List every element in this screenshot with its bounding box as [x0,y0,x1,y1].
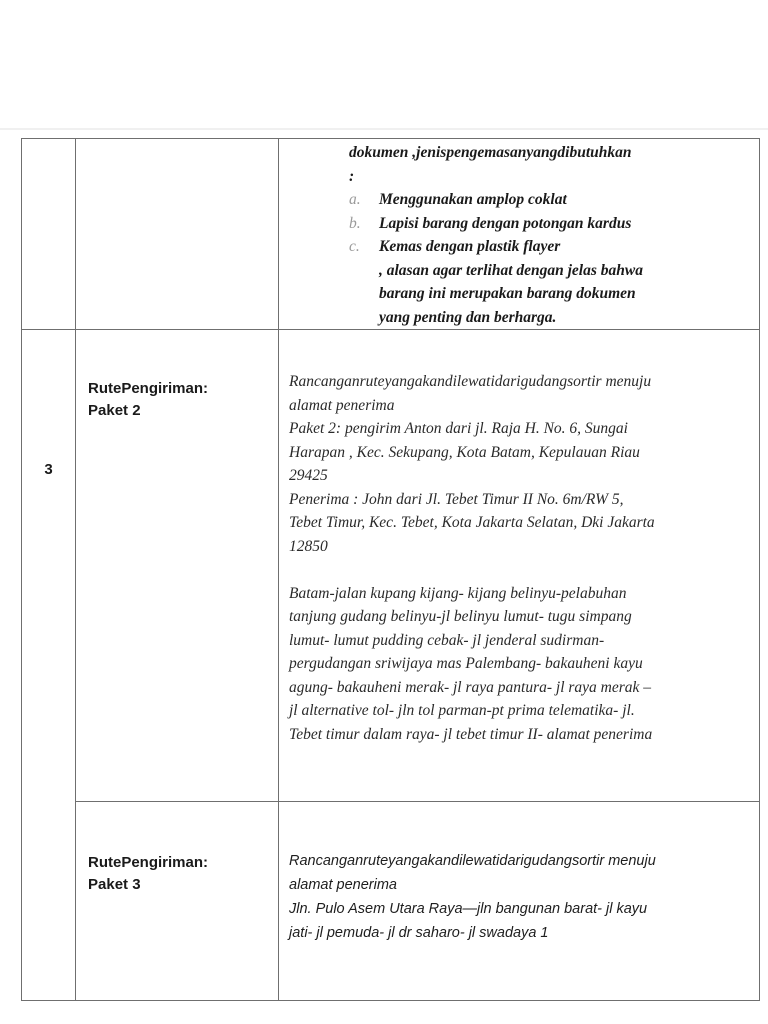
list-item [349,188,759,212]
route-description-cell [279,330,760,802]
package-label: Paket 3 [88,876,141,893]
list-item-text: Menggunakan amplop coklat [379,191,567,208]
desc-line: Rancanganruteyangakandilewatidarigudangsortir menuju [289,373,652,390]
list-item-text: Lapisi barang dengan potongan kardus [379,214,632,232]
route-line: Tebet timur dalam raya- jl tebet timur II- alamat penerima [289,725,653,743]
desc-line: Tebet Timur, Kec. Tebet, Kota Jakarta Selatan, Dki Jakarta [289,514,655,531]
desc-line: jati- jl pemuda- jl dr saharo- jl swadaya 1 [289,925,549,941]
desc-line: Jln. Pulo Asem Utara Raya—jln bangunan barat- jl kayu [289,901,648,917]
reason-line: , alasan agar terlihat dengan jelas bahwa [379,261,643,279]
table-row [22,802,760,1001]
packaging-line: dokumen ,jenispengemasanyangdibutuhkan [349,144,632,161]
route-table [21,138,760,1001]
route-label-cell [76,802,279,1001]
desc-line: 29425 [289,467,328,484]
route-line: tanjung gudang belinyu-jl belinyu lumut- tugu simpang [289,608,632,625]
route-line: pergudangan sriwijaya mas Palembang- bakauheni kayu [289,655,643,672]
reason-line: yang penting dan berharga. [379,308,557,326]
desc-line: Paket 2: pengirim Anton dari jl. Raja H. No. 6, Sungai [289,420,628,437]
top-blank-bar [0,0,768,130]
table-row [22,139,760,330]
row-number: 3 [22,330,76,1001]
package-label: Paket 2 [88,402,141,419]
packaging-text [279,139,759,329]
list-marker: c. [349,238,360,255]
route-line: agung- bakauheni merak- jl raya pantura- jl raya merak – [289,678,652,696]
list-item [349,212,759,236]
route-line: lumut- lumut pudding cebak- jl jenderal sudirman- [289,631,605,649]
desc-line: Harapan , Kec. Sekupang, Kota Batam, Kepulauan Riau [289,443,640,461]
route-label-cell [76,330,279,802]
table-row [22,330,760,802]
desc-line: alamat penerima [289,877,397,893]
packaging-cell [279,139,760,330]
desc-line: Rancanganruteyangakandilewatidarigudangsortir menuju [289,853,656,869]
label-cell [76,139,279,330]
packaging-colon: : [349,167,355,185]
route-label: RutePengiriman: [88,380,209,397]
number-cell [22,139,76,330]
route-label: RutePengiriman: [88,854,209,871]
route-line: jl alternative tol- jln tol parman-pt prima telematika- jl. [289,702,635,719]
route-line: Batam-jalan kupang kijang- kijang belinyu-pelabuhan [289,584,627,602]
desc-line: 12850 [289,537,328,555]
reason-line: barang ini merupakan barang dokumen [379,285,636,302]
list-item [349,235,759,259]
route-description-cell [279,802,760,1001]
list-marker: b. [349,214,361,232]
desc-line: Penerima : John dari Jl. Tebet Timur II No. 6m/RW 5, [289,490,624,508]
list-item-text: Kemas dengan plastik flayer [379,238,561,255]
desc-line: alamat penerima [289,396,395,414]
list-marker: a. [349,191,361,208]
